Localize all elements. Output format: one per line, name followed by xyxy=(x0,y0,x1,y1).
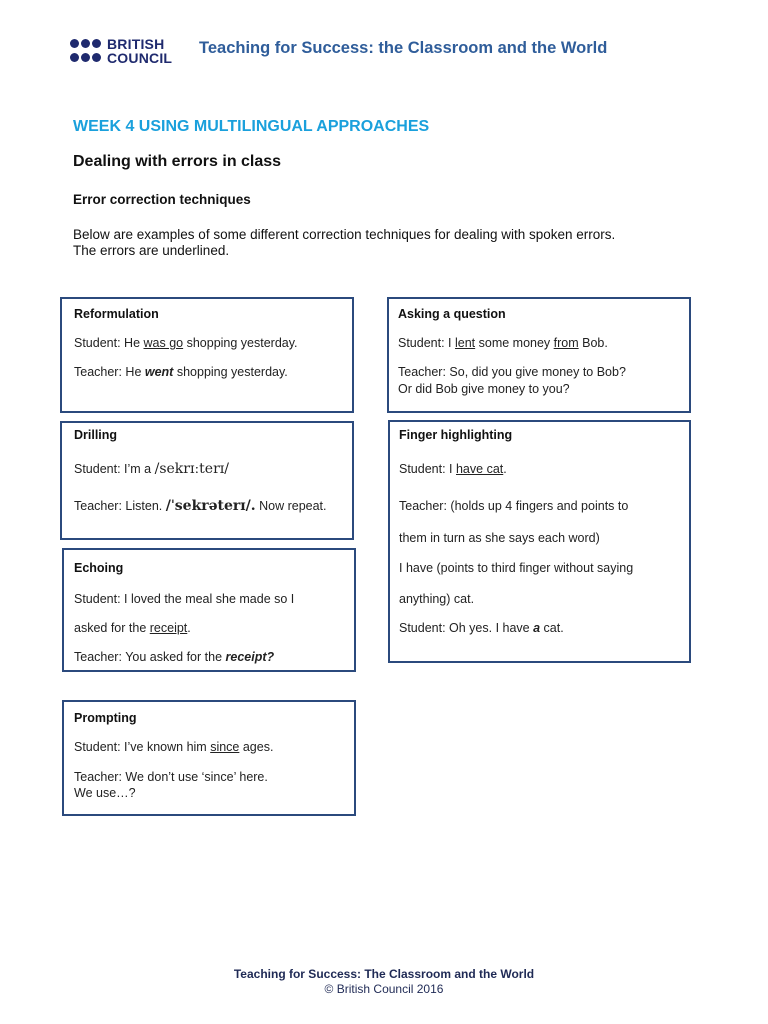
intro-text xyxy=(73,227,723,259)
logo-line2: COUNCIL xyxy=(107,50,173,66)
week-title: WEEK 4 USING MULTILINGUAL APPROACHES xyxy=(73,118,430,135)
finger-highlighting-box xyxy=(388,420,691,663)
reformulation-student: Student: He was go shopping yesterday. xyxy=(74,336,298,350)
drilling-teacher: Teacher: Listen. /ˈsekrəterɪ/. Now repeat. xyxy=(74,498,327,514)
finger-highlighting-line-5: Student: Oh yes. I have a cat. xyxy=(399,621,564,635)
phonetic-error: /sekrɪːterɪ/ xyxy=(154,461,229,477)
error-underline: was go xyxy=(143,336,184,350)
echoing-student-1: Student: I loved the meal she made so I xyxy=(74,592,295,606)
echoing-student-2: asked for the receipt. xyxy=(74,621,191,635)
error-underline: since xyxy=(210,740,240,754)
asking-question-box xyxy=(387,297,691,413)
page-subtitle: Dealing with errors in class xyxy=(73,153,282,170)
prompting-teacher-2: We use…? xyxy=(74,786,136,800)
prompting-student: Student: I’ve known him since ages. xyxy=(74,740,274,754)
asking-question-teacher-1: Teacher: So, did you give money to Bob? xyxy=(398,365,626,379)
intro-line-2: The errors are underlined. xyxy=(73,243,230,258)
asking-question-student: Student: I lent some money from Bob. xyxy=(398,336,608,350)
finger-highlighting-line-3: I have (points to third finger without saying xyxy=(399,561,634,575)
drilling-title: Drilling xyxy=(74,428,118,442)
drilling-student: Student: I’m a /sekrɪːterɪ/ xyxy=(74,461,229,477)
asking-question-title: Asking a question xyxy=(398,307,506,321)
logo-dots-icon xyxy=(70,37,104,67)
finger-highlighting-title: Finger highlighting xyxy=(399,428,513,442)
reformulation-teacher: Teacher: He went shopping yesterday. xyxy=(74,365,288,379)
error-underline: have cat xyxy=(455,462,504,476)
footer-title: Teaching for Success: The Classroom and the World xyxy=(233,967,535,981)
echoing-box xyxy=(62,548,356,672)
prompting-title: Prompting xyxy=(74,711,137,725)
footer-copyright: © British Council 2016 xyxy=(324,982,444,996)
error-underline: from xyxy=(553,336,579,350)
section-title: Error correction techniques xyxy=(73,192,251,207)
british-council-logo xyxy=(70,37,182,67)
phonetic-correct: /ˈsekrəterɪ/. xyxy=(165,498,256,514)
reformulation-title: Reformulation xyxy=(74,307,159,321)
drilling-box xyxy=(60,421,354,540)
error-underline: lent xyxy=(454,336,476,350)
prompting-box xyxy=(62,700,356,816)
reformulation-box xyxy=(60,297,354,413)
error-underline: receipt xyxy=(149,621,188,635)
finger-highlighting-student: Student: I have cat. xyxy=(399,462,507,476)
finger-highlighting-line-1: Teacher: (holds up 4 fingers and points to xyxy=(399,499,629,513)
echoing-title: Echoing xyxy=(74,561,124,575)
logo-line1: BRITISH xyxy=(107,36,165,52)
finger-highlighting-line-2: them in turn as she says each word) xyxy=(399,531,600,545)
echoing-teacher: Teacher: You asked for the receipt? xyxy=(74,650,275,664)
header-title: Teaching for Success: the Classroom and the World xyxy=(199,39,608,57)
intro-line-1: Below are examples of some different correction techniques for dealing with spoken errors. xyxy=(73,227,616,242)
prompting-teacher-1: Teacher: We don’t use ‘since’ here. xyxy=(74,770,268,784)
asking-question-teacher-2: Or did Bob give money to you? xyxy=(398,382,570,396)
finger-highlighting-line-4: anything) cat. xyxy=(399,592,475,606)
